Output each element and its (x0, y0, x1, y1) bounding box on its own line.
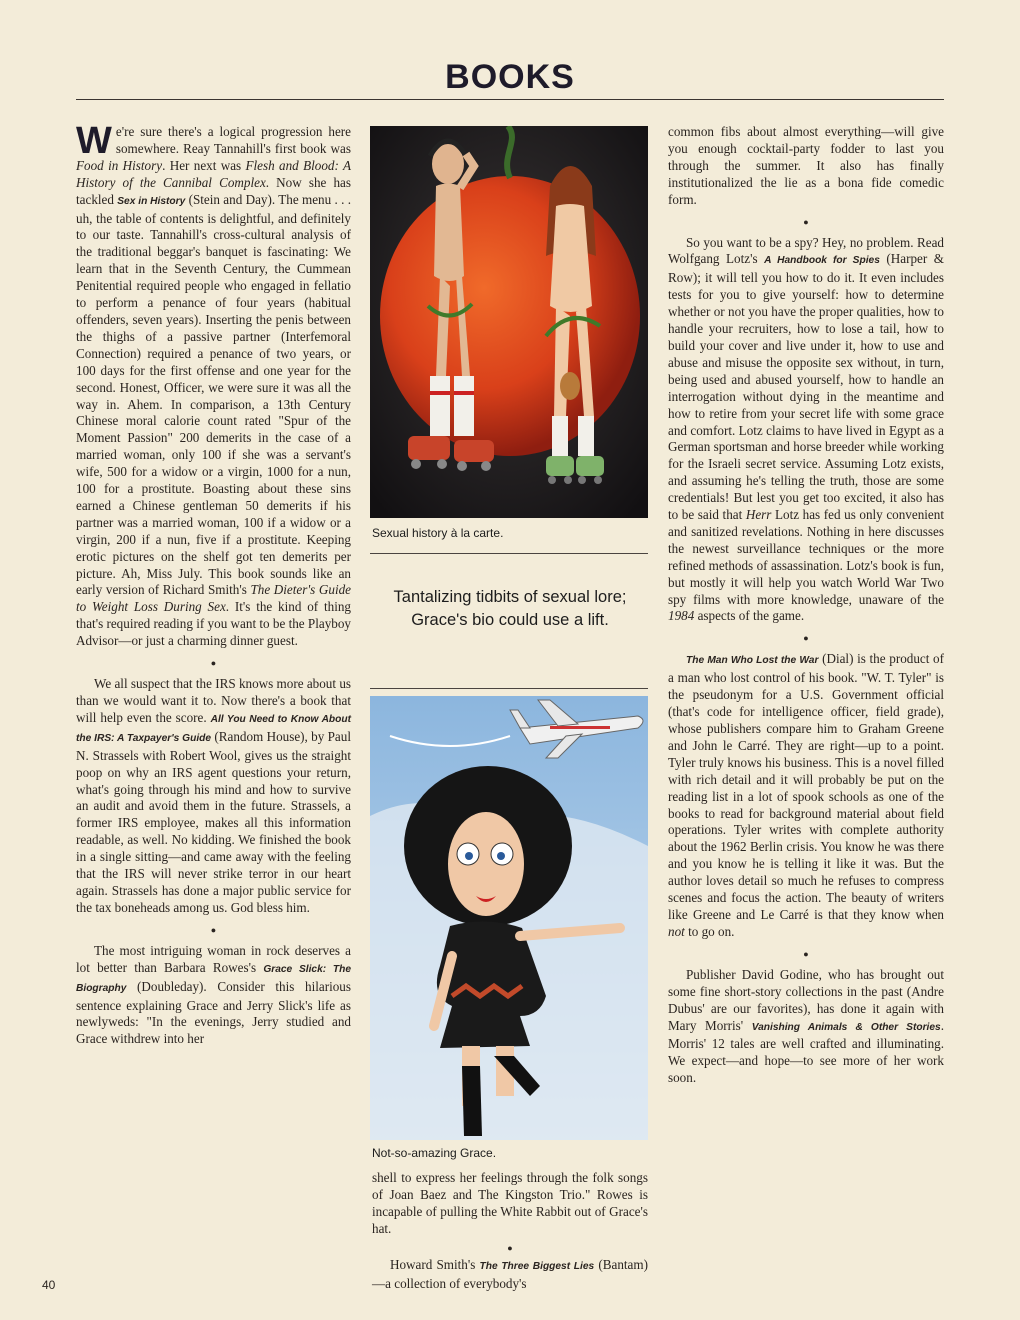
grace-artwork (370, 696, 648, 1140)
caption-grace: Not-so-amazing Grace. (372, 1146, 497, 1160)
paragraph-lies-continued: common fibs about almost everything—will give you enough cocktail-party fodder to last you through the summer. It also has finally institutionalized the lie as a bona fide comedic form. (668, 124, 944, 207)
section-title: BOOKS (445, 58, 575, 96)
caption-rule-1 (370, 553, 648, 554)
book-title-sex-in-history: Sex in History (117, 195, 186, 207)
paragraph-grace-slick: The most intriguing woman in rock deserves a lot better than Barbara Rowes's Grace Slick: The Biography (Doubleday). Consider this hilarious sentence explaining Grace and Jerry Slick's life as newlyweds: "In the evenings, Jerry studied and Grace withdrew into her (76, 942, 352, 1047)
paragraph-grace-continued: shell to express her feelings through the folk songs of Joan Baez and The Kingston Trio." Rowes is incapable of pulling the White Rabbit out of Grace's hat. (372, 1170, 648, 1236)
paragraph-sex-in-history: We're sure there's a logical progression here somewhere. Reay Tannahill's first book was Food in History. Her next was Flesh and Blood: A History of the Cannibal Complex. Now she has tackled Sex in History (Stein and Day). The menu . . . uh, the table of contents is delightful, and definitely to our taste. Tannahill's cross-cultural analysis of the traditional beggar's banquet is fascinating: We learn that in the Seventh Century, the Cummean Penitential required people who engaged in fellatio to perform a penance of four years (habitual offenders, seven years). Inserting the penis between the thighs of a passive partner (Interfemoral Connection) required a penance of two years, or 100 days for the first offense and one year for the second. Honest, Officer, we were sure it was all the way in. Ahem. In comparison, a 13th Century Chinese moral calorie count rated "Spur of the Moment Passion" 200 demerits in the case of a married woman, only 100 if she was a servant's wife, 500 for a widow or a virgin, 1000 for a nun, 100 for a prostitute. Boasting about these sins earned a Chinese gentleman 50 demerits if his partner was a married woman, 100 if a widow or a virgin, 200 if a nun, five if a prostitute. Keeping erotic pictures on the shelf got ten demerits per picture. Ah, Miss July. This book sounds like an early version of Richard Smith's The Dieter's Guide to Weight Loss During Sex. It's the kind of thing that's required reading if you want to be the Playboy Advisor—or just a charming dinner guest. (76, 120, 351, 649)
title-rule (76, 99, 944, 100)
section-bullet: ● (803, 216, 809, 227)
book-title-vanishing-animals: Vanishing Animals & Other Stories (751, 1021, 941, 1033)
adam-eve-artwork (370, 126, 648, 518)
book-title-man-who-lost-war: The Man Who Lost the War (686, 655, 819, 667)
paragraph-three-lies: Howard Smith's The Three Biggest Lies (Bantam)—a collection of everybody's (372, 1256, 648, 1291)
book-title-food-in-history: Food in History (76, 157, 163, 173)
book-title-grace-slick: Grace Slick: The Biography (76, 963, 352, 994)
drop-cap: W (76, 120, 112, 162)
book-title-handbook-for-spies: A Handbook for Spies (764, 255, 880, 267)
paragraph-irs: We all suspect that the IRS knows more about us than we would want it to. Now there's a book that will help even the score. All You Need to Know About the IRS: A Taxpayer's Guide (Random House), by Paul N. Strassels with Robert Wool, gives us the straight poop on why an IRS agent questions your return, what's going through his mind and how to survive an audit and avoid them in the future. Strassels, a former IRS employee, makes all this information readable, as well. No kidding. We finished the book in a single sitting—and came away with the feeling that the IRS will never strike terror in our heart again. Strassels has done a major public service for the tax boneheads among us. God bless him. (76, 676, 351, 915)
column-2 (372, 1170, 648, 1292)
section-bullet: ● (210, 658, 217, 669)
paragraph-vanishing-animals: Publisher David Godine, who has brought out some fine short-story collections in the past (Andre Dubus' are our favorites), has done it again with Mary Morris' Vanishing Animals & Other Stories. Morris' 12 tales are well crafted and illuminating. We expect—and hope—to see more of her work soon. (668, 966, 944, 1086)
divider-rule-2 (370, 688, 648, 689)
illustration-adam-eve (370, 126, 648, 518)
section-bullet: ● (507, 1242, 513, 1253)
book-title-dieters-guide: The Dieter's Guide to Weight Loss During Sex (76, 582, 351, 615)
illustration-grace (370, 696, 648, 1140)
column-3 (668, 124, 944, 1087)
book-title-irs-guide: All You Need to Know About the IRS: A Taxpayer's Guide (76, 713, 351, 744)
caption-adam-eve: Sexual history à la carte. (372, 526, 504, 540)
section-bullet: ● (803, 948, 809, 959)
book-title-flesh-and-blood: Flesh and Blood: A History of the Cannibal Complex (76, 157, 351, 190)
book-title-three-lies: The Three Biggest Lies (479, 1260, 595, 1272)
column-1 (76, 120, 352, 1048)
section-bullet: ● (210, 924, 217, 935)
paragraph-man-who-lost-war: The Man Who Lost the War (Dial) is the product of a man who lost control of his book. "W. T. Tyler" is the pseudonym for a U.S. Government official (that's code for intelligence officer, field grade), whose publishers compare him to Graham Greene and John le Carré. They are right—up to a point. Tyler truly knows his business. This is a novel filled with rich detail and it will probably be put on the reading list in a lot of spook schools as one of the books to read for background material about field operations. Tyler writes with complete authority about the 1962 Berlin crisis. You know he was there and you know he is telling it like it was. But the author loves detail so much he refuses to compress scenes and focus the action. The beauty of writers like Greene and Le Carré is that they know when not to go on. (668, 651, 944, 939)
section-bullet: ● (803, 633, 809, 644)
page-number: 40 (42, 1278, 56, 1292)
pull-quote: Tantalizing tidbits of sexual lore; Grace's bio could use a lift. (393, 588, 627, 629)
paragraph-spies: So you want to be a spy? Hey, no problem. Read Wolfgang Lotz's A Handbook for Spies (Harper & Row); it will tell you how to do it. It even includes tests for you to give yourself: how to determine whether or not you have the proper qualities, how to handle your recruiters, how to lose a tail, how to build your cover and live under it, how to use and abuse and misuse the opposite sex without, in turn, being used and abused yourself, how to handle an interrogation without dying in the meantime and how to retire from your secret life with some grace and comfort. Lotz claims to have lived in Egypt as a German sportsman and horse breeder while working for the Israeli secret service. Assuming Lotz exists, and assuming he's telling the truth, those are some credentials! But lest you get too excited, it also has to be said that Herr Lotz has fed us only convenient and sanitized revelations. Nothing in here discusses the newest surveillance techniques or the more refined methods of assassination. Lotz's book is fun, but mostly it will help you watch World War Two spy films with more knowledge, unaware of the 1984 aspects of the game. (668, 234, 944, 624)
